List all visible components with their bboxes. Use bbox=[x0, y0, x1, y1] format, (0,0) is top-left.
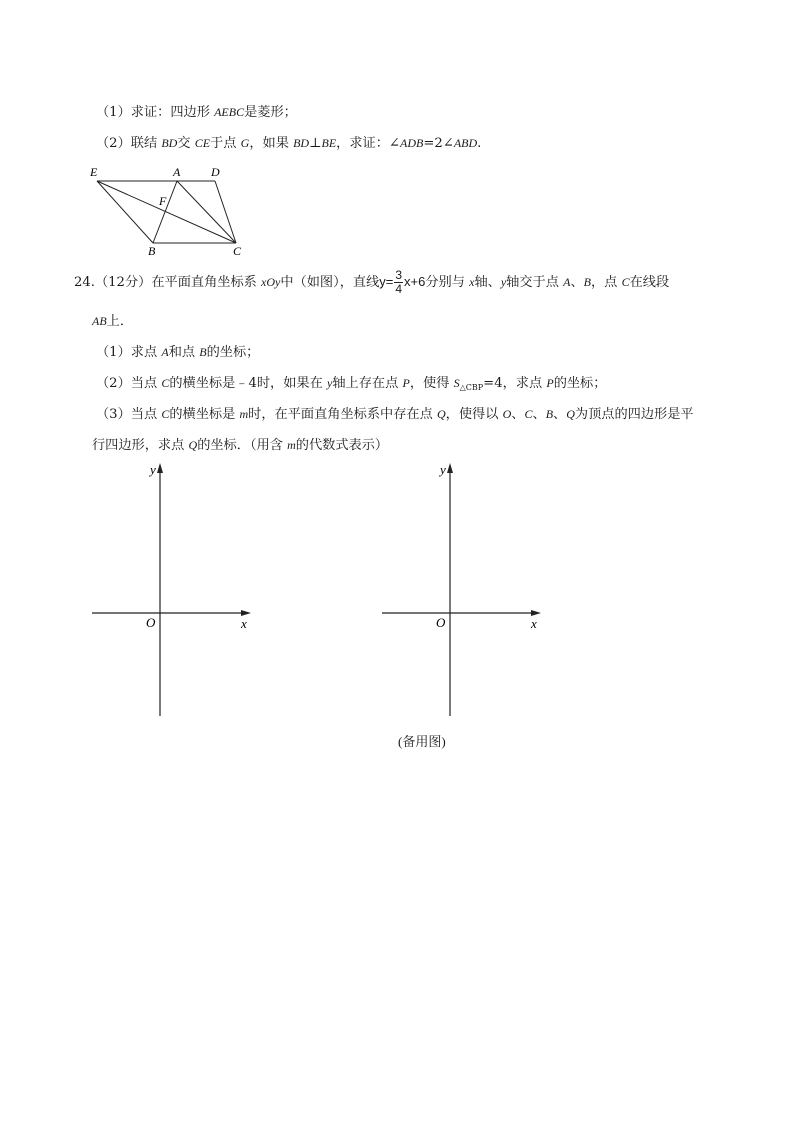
origin-label: O bbox=[436, 615, 446, 630]
equation-y: y= bbox=[379, 274, 394, 289]
fraction: $\frac{3}{4}$ bbox=[395, 268, 403, 296]
x-axis-label: x bbox=[531, 616, 537, 631]
origin-label: O bbox=[146, 615, 156, 630]
label-C: C bbox=[233, 244, 242, 258]
q24-part1: （1）求点 A和点 B的坐标； bbox=[96, 345, 260, 360]
x-axis-label: x bbox=[241, 616, 247, 631]
y-axis-label: y bbox=[150, 462, 156, 477]
backup-figure-caption: (备用图) bbox=[398, 734, 446, 749]
y-axis-arrow-icon bbox=[447, 463, 453, 473]
label-E: E bbox=[90, 165, 98, 179]
coordinate-axes-backup bbox=[378, 458, 548, 720]
label-A: A bbox=[173, 165, 181, 179]
q24-stem-line2: AB上． bbox=[92, 314, 134, 329]
equation-rest: x+6 bbox=[404, 274, 426, 289]
q24-part2: （2）当点 C的横坐标是﹣4时，如果在 y轴上存在点 P，使得 $S_{\triangle CBP}=4$，求点 P的坐标； bbox=[96, 376, 607, 392]
q23-part1: （1）求证：四边形 AEBC是菱形； bbox=[96, 105, 297, 120]
q24-part3-line1: （3）当点 C的横坐标是 m时，在平面直角坐标系中存在点 Q，使得以 O、C、B、Q为顶点的四边形是平 bbox=[96, 407, 694, 422]
coordinate-axes-main bbox=[88, 458, 258, 720]
label-F: F bbox=[159, 194, 167, 208]
q24-part3-line2: 行四边形，求点 Q的坐标．（用含 m的代数式表示） bbox=[92, 438, 389, 453]
q24-stem-line1: 24.（12分）在平面直角坐标系 xOy中（如图），直线y= $\frac{3}{4}$ x+6分别与 x轴、y轴交于点 A、B，点 C在线段 bbox=[74, 268, 670, 296]
y-axis-arrow-icon bbox=[157, 463, 163, 473]
q23-geometry-figure bbox=[84, 160, 254, 260]
label-D: D bbox=[211, 165, 220, 179]
q23-part2: （2）联结 BD交 CE于点 G，如果 BD⊥BE，求证：∠ADB=2∠ABD. bbox=[96, 136, 482, 151]
question-score: （12分） bbox=[94, 275, 152, 290]
y-axis-label: y bbox=[440, 462, 446, 477]
question-number: 24. bbox=[74, 275, 95, 290]
label-B: B bbox=[148, 244, 156, 258]
